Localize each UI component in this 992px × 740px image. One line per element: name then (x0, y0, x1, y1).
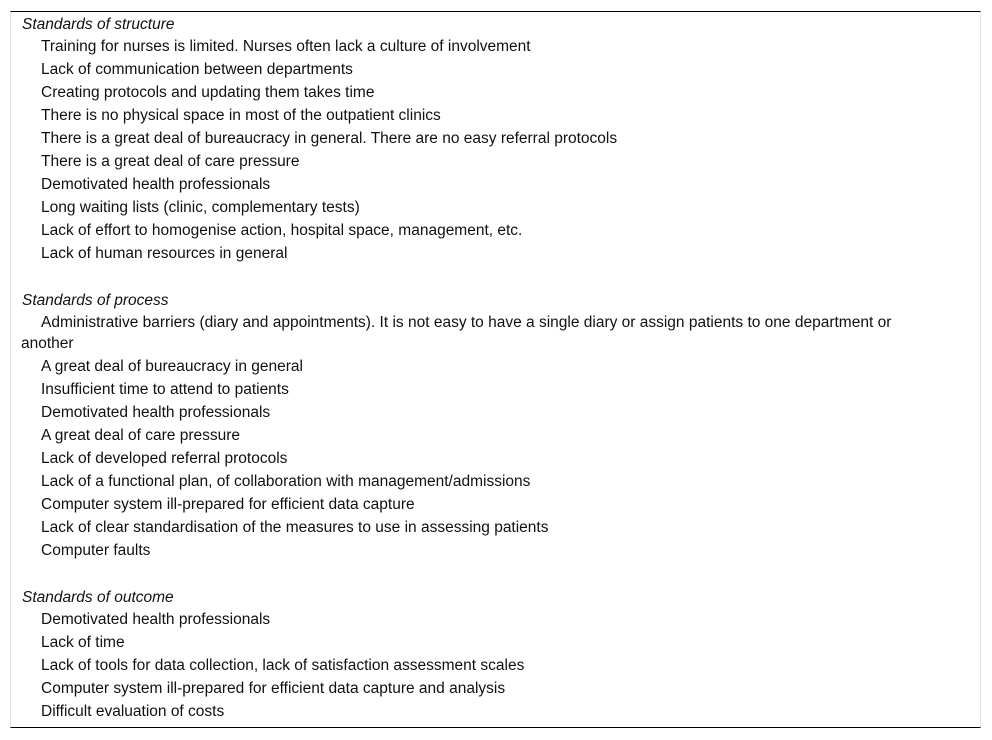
table-row: Insufficient time to attend to patients (41, 380, 289, 398)
table-row: Demotivated health professionals (41, 403, 271, 421)
table-row: Training for nurses is limited. Nurses often lack a culture of involvement (41, 38, 531, 56)
table-row: Difficult evaluation of costs (41, 702, 225, 720)
table-row: Demotivated health professionals (41, 610, 271, 628)
table-row: Lack of developed referral protocols (41, 449, 288, 467)
table-row: Lack of time (41, 633, 125, 651)
table-row: There is a great deal of care pressure (41, 153, 300, 171)
section-structure (11, 13, 980, 266)
table-row: There is no physical space in most of the outpatient clinics (41, 107, 441, 125)
section-heading: Standards of process (22, 292, 169, 309)
barriers-table (10, 11, 981, 728)
table-row: Lack of tools for data collection, lack of satisfaction assessment scales (41, 656, 525, 674)
table-row: Creating protocols and updating them takes time (41, 84, 375, 102)
table-row: A great deal of care pressure (41, 426, 241, 444)
table-row: Lack of clear standardisation of the measures to use in assessing patients (41, 518, 549, 536)
table-row: Lack of communication between departments (41, 61, 353, 79)
section-process (11, 289, 980, 563)
table-row: Lack of human resources in general (41, 245, 288, 263)
section-outcome (11, 586, 980, 724)
table-row: Administrative barriers (diary and appointments). It is not easy to have a single diary or assign patients to one department or another (21, 314, 892, 352)
section-heading: Standards of structure (22, 16, 175, 33)
table-row: Long waiting lists (clinic, complementary tests) (41, 199, 360, 217)
table-row: Demotivated health professionals (41, 176, 271, 194)
section-heading: Standards of outcome (22, 588, 174, 606)
table-row: Lack of effort to homogenise action, hospital space, management, etc. (41, 222, 523, 240)
table-row: There is a great deal of bureaucracy in general. There are no easy referral protocols (41, 130, 618, 148)
table-row: Computer faults (41, 541, 151, 559)
table-row: A great deal of bureaucracy in general (41, 357, 303, 375)
table-row: Computer system ill-prepared for efficient data capture and analysis (41, 679, 506, 697)
table-row: Lack of a functional plan, of collaboration with management/admissions (41, 472, 531, 490)
table-row: Computer system ill-prepared for efficient data capture (41, 495, 415, 513)
